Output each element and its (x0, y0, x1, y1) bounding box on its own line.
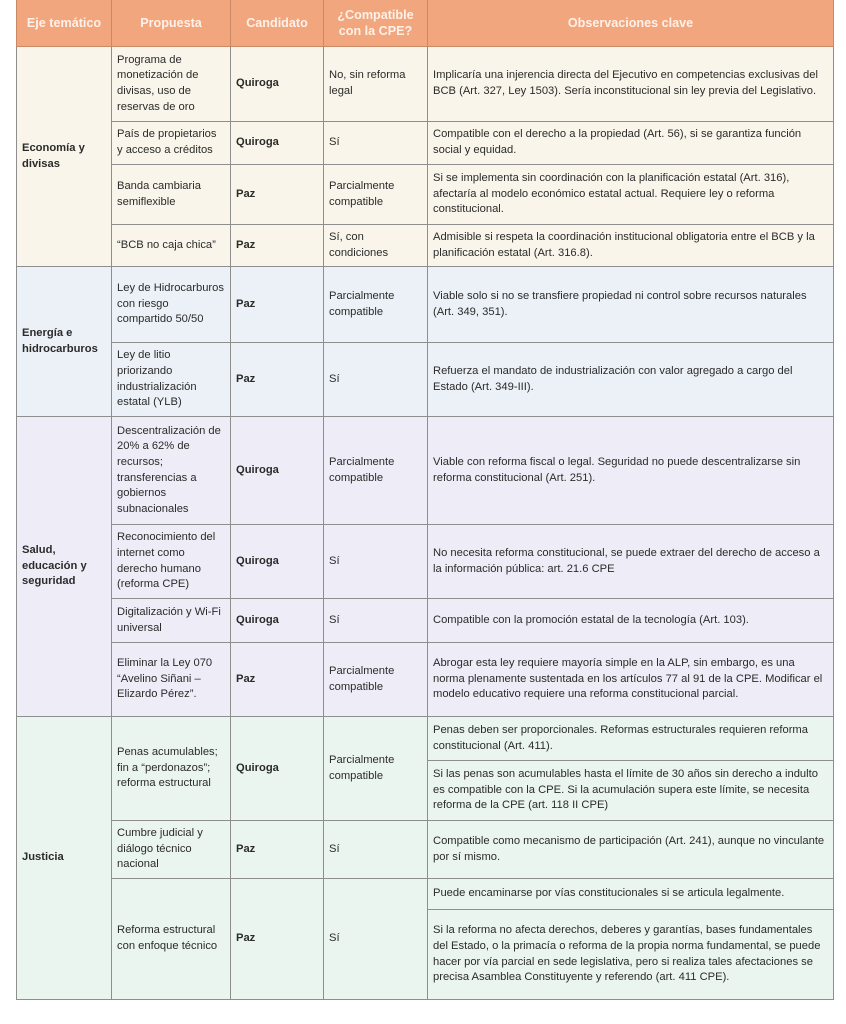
eje-tematico-salud: Salud, educación y seguridad (17, 417, 112, 717)
compatible-cell: Sí (324, 599, 428, 643)
candidato-cell: Paz (231, 267, 324, 343)
observaciones-cell: Compatible con el derecho a la propiedad (Art. 56), si se garantiza función social y equidad. (428, 122, 834, 165)
table-row (17, 525, 834, 599)
table-row (17, 165, 834, 225)
table-row (17, 47, 834, 122)
compatible-cell: Parcialmente compatible (324, 643, 428, 717)
candidato-cell: Paz (231, 225, 324, 267)
eje-tematico-economia: Economía y divisas (17, 47, 112, 267)
compatible-cell: Sí (324, 821, 428, 879)
candidato-cell: Paz (231, 343, 324, 417)
observaciones-cell: Viable con reforma fiscal o legal. Seguridad no puede descentralizarse sin reforma constitucional (Art. 251). (428, 417, 834, 525)
table-body (17, 47, 834, 1000)
header-observaciones: Observaciones clave (428, 0, 834, 47)
propuesta-cell: País de propietarios y acceso a créditos (112, 122, 231, 165)
propuesta-cell: Programa de monetización de divisas, uso de reservas de oro (112, 47, 231, 122)
compatible-cell: Sí (324, 343, 428, 417)
compatible-cell: Sí (324, 525, 428, 599)
candidato-cell: Paz (231, 643, 324, 717)
table-row (17, 225, 834, 267)
observaciones-cell: No necesita reforma constitucional, se puede extraer del derecho de acceso a la información pública: art. 21.6 CPE (428, 525, 834, 599)
table-row (17, 267, 834, 343)
observaciones-cell: Si la reforma no afecta derechos, deberes y garantías, bases fundamentales del Estado, o la primacía o reforma de la propia norma fundamental, se puede hacer por vía parcial en sede legislativa, pero si realiza tales afectaciones se precisa Asamblea Constituyente y referendo (art. 411 CPE). (428, 910, 834, 1000)
header-compatible: ¿Compatible con la CPE? (324, 0, 428, 47)
table-row (17, 717, 834, 761)
observaciones-cell: Viable solo si no se transfiere propiedad ni control sobre recursos naturales (Art. 349, 351). (428, 267, 834, 343)
propuesta-cell: Reconocimiento del internet como derecho humano (reforma CPE) (112, 525, 231, 599)
observaciones-cell: Admisible si respeta la coordinación institucional obligatoria entre el BCB y la planificación estatal (Art. 316.8). (428, 225, 834, 267)
header-propuesta: Propuesta (112, 0, 231, 47)
observaciones-cell: Refuerza el mandato de industrialización con valor agregado a cargo del Estado (Art. 349-III). (428, 343, 834, 417)
observaciones-cell: Compatible con la promoción estatal de la tecnología (Art. 103). (428, 599, 834, 643)
candidato-cell: Quiroga (231, 47, 324, 122)
compatible-cell: Parcialmente compatible (324, 165, 428, 225)
table-row (17, 417, 834, 525)
observaciones-cell: Puede encaminarse por vías constitucionales si se articula legalmente. (428, 879, 834, 910)
propuesta-cell: Cumbre judicial y diálogo técnico nacional (112, 821, 231, 879)
propuesta-cell: “BCB no caja chica” (112, 225, 231, 267)
compatible-cell: Parcialmente compatible (324, 267, 428, 343)
propuesta-cell: Penas acumulables; fin a “perdonazos”; reforma estructural (112, 717, 231, 821)
header-candidato: Candidato (231, 0, 324, 47)
compatible-cell: Sí (324, 879, 428, 1000)
compatible-cell: Sí, con condiciones (324, 225, 428, 267)
propuesta-cell: Banda cambiaria semiflexible (112, 165, 231, 225)
compatible-cell: Sí (324, 122, 428, 165)
compatible-cell: Parcialmente compatible (324, 417, 428, 525)
propuesta-cell: Ley de Hidrocarburos con riesgo compartido 50/50 (112, 267, 231, 343)
compatible-cell: Parcialmente compatible (324, 717, 428, 821)
propuesta-cell: Descentralización de 20% a 62% de recursos; transferencias a gobiernos subnacionales (112, 417, 231, 525)
table-row (17, 599, 834, 643)
observaciones-cell: Si las penas son acumulables hasta el límite de 30 años sin derecho a indulto es compatible con la CPE. Si la acumulación supera este límite, se necesita reforma de la CPE (art. 118 II CPE) (428, 761, 834, 821)
observaciones-cell: Si se implementa sin coordinación con la planificación estatal (Art. 316), afectaría al modelo económico estatal actual. Requiere ley o reforma constitucional. (428, 165, 834, 225)
candidato-cell: Quiroga (231, 122, 324, 165)
candidato-cell: Paz (231, 165, 324, 225)
observaciones-cell: Compatible como mecanismo de participación (Art. 241), aunque no vinculante por sí mismo. (428, 821, 834, 879)
propuesta-cell: Ley de litio priorizando industrialización estatal (YLB) (112, 343, 231, 417)
eje-tematico-justicia: Justicia (17, 717, 112, 1000)
header-eje: Eje temático (17, 0, 112, 47)
propuesta-cell: Digitalización y Wi-Fi universal (112, 599, 231, 643)
candidato-cell: Quiroga (231, 417, 324, 525)
table-row (17, 122, 834, 165)
candidato-cell: Quiroga (231, 717, 324, 821)
compatible-cell: No, sin reforma legal (324, 47, 428, 122)
candidato-cell: Quiroga (231, 599, 324, 643)
observaciones-cell: Abrogar esta ley requiere mayoría simple en la ALP, sin embargo, es una norma plenamente sustentada en los artículos 77 al 91 de la CPE. Modificar el modelo educativo requiere una reforma constitucional parcial. (428, 643, 834, 717)
observaciones-cell: Implicaría una injerencia directa del Ejecutivo en competencias exclusivas del BCB (Art. 327, Ley 1503). Sería inconstitucional sin ley previa del Legislativo. (428, 47, 834, 122)
table-row (17, 879, 834, 910)
header-row (17, 0, 834, 47)
proposals-compatibility-table (16, 0, 834, 1000)
table-row (17, 821, 834, 879)
observaciones-cell: Penas deben ser proporcionales. Reformas estructurales requieren reforma constitucional (Art. 411). (428, 717, 834, 761)
propuesta-cell: Reforma estructural con enfoque técnico (112, 879, 231, 1000)
candidato-cell: Quiroga (231, 525, 324, 599)
candidato-cell: Paz (231, 879, 324, 1000)
eje-tematico-energia: Energía e hidrocarburos (17, 267, 112, 417)
table-row (17, 343, 834, 417)
table-row (17, 643, 834, 717)
candidato-cell: Paz (231, 821, 324, 879)
propuesta-cell: Eliminar la Ley 070 “Avelino Siñani – Elizardo Pérez”. (112, 643, 231, 717)
